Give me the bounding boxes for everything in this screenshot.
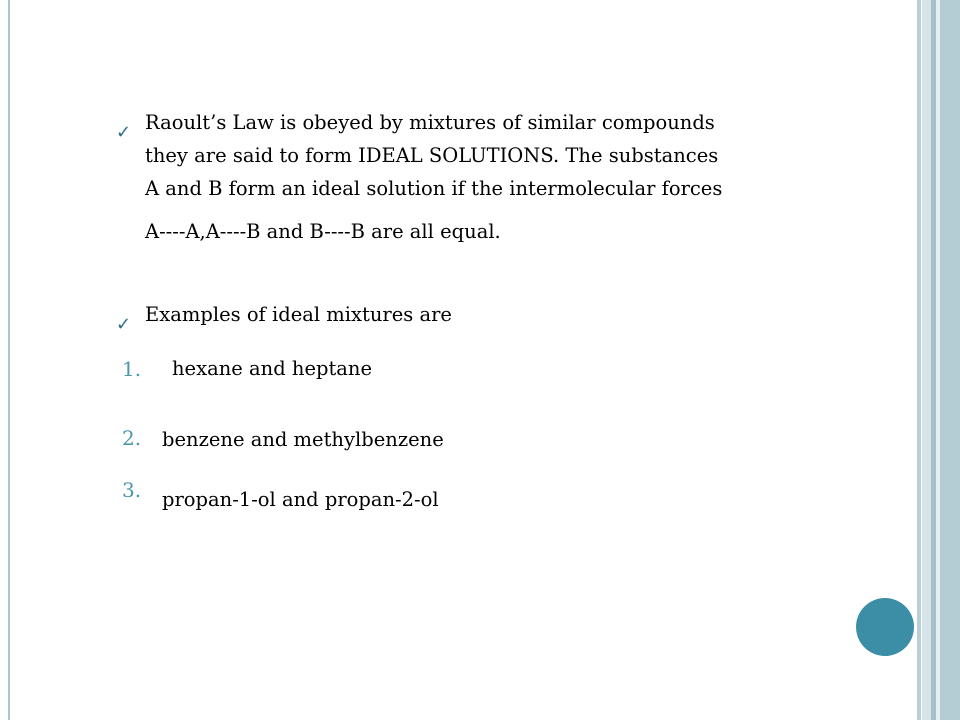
list-number-2: 2.: [122, 426, 142, 450]
list-item-3: propan-1-ol and propan-2-ol: [162, 488, 439, 511]
checkmark-bullet-icon: ✓: [116, 314, 132, 335]
slide-frame-left-line: [8, 0, 10, 720]
slide-frame-right-stripe-2: [922, 0, 931, 720]
bullet1-line-1: Raoult’s Law is obeyed by mixtures of similar compounds: [145, 111, 715, 134]
list-item-2: benzene and methylbenzene: [162, 428, 444, 451]
checkmark-bullet-icon: ✓: [116, 122, 132, 143]
bullet2-text: Examples of ideal mixtures are: [145, 303, 452, 326]
slide-frame-right-stripe-5: [940, 0, 960, 720]
bullet1-line-3: A and B form an ideal solution if the intermolecular forces: [145, 177, 723, 200]
slide-frame-right-stripe-1: [917, 0, 921, 720]
list-number-1: 1.: [122, 357, 142, 381]
bullet1-line-4: A----A,A----B and B----B are all equal.: [145, 220, 501, 243]
decorative-circle: [856, 598, 914, 656]
bullet1-line-2: they are said to form IDEAL SOLUTIONS. The substances: [145, 144, 719, 167]
list-item-1: hexane and heptane: [172, 357, 373, 380]
list-number-3: 3.: [122, 478, 142, 502]
